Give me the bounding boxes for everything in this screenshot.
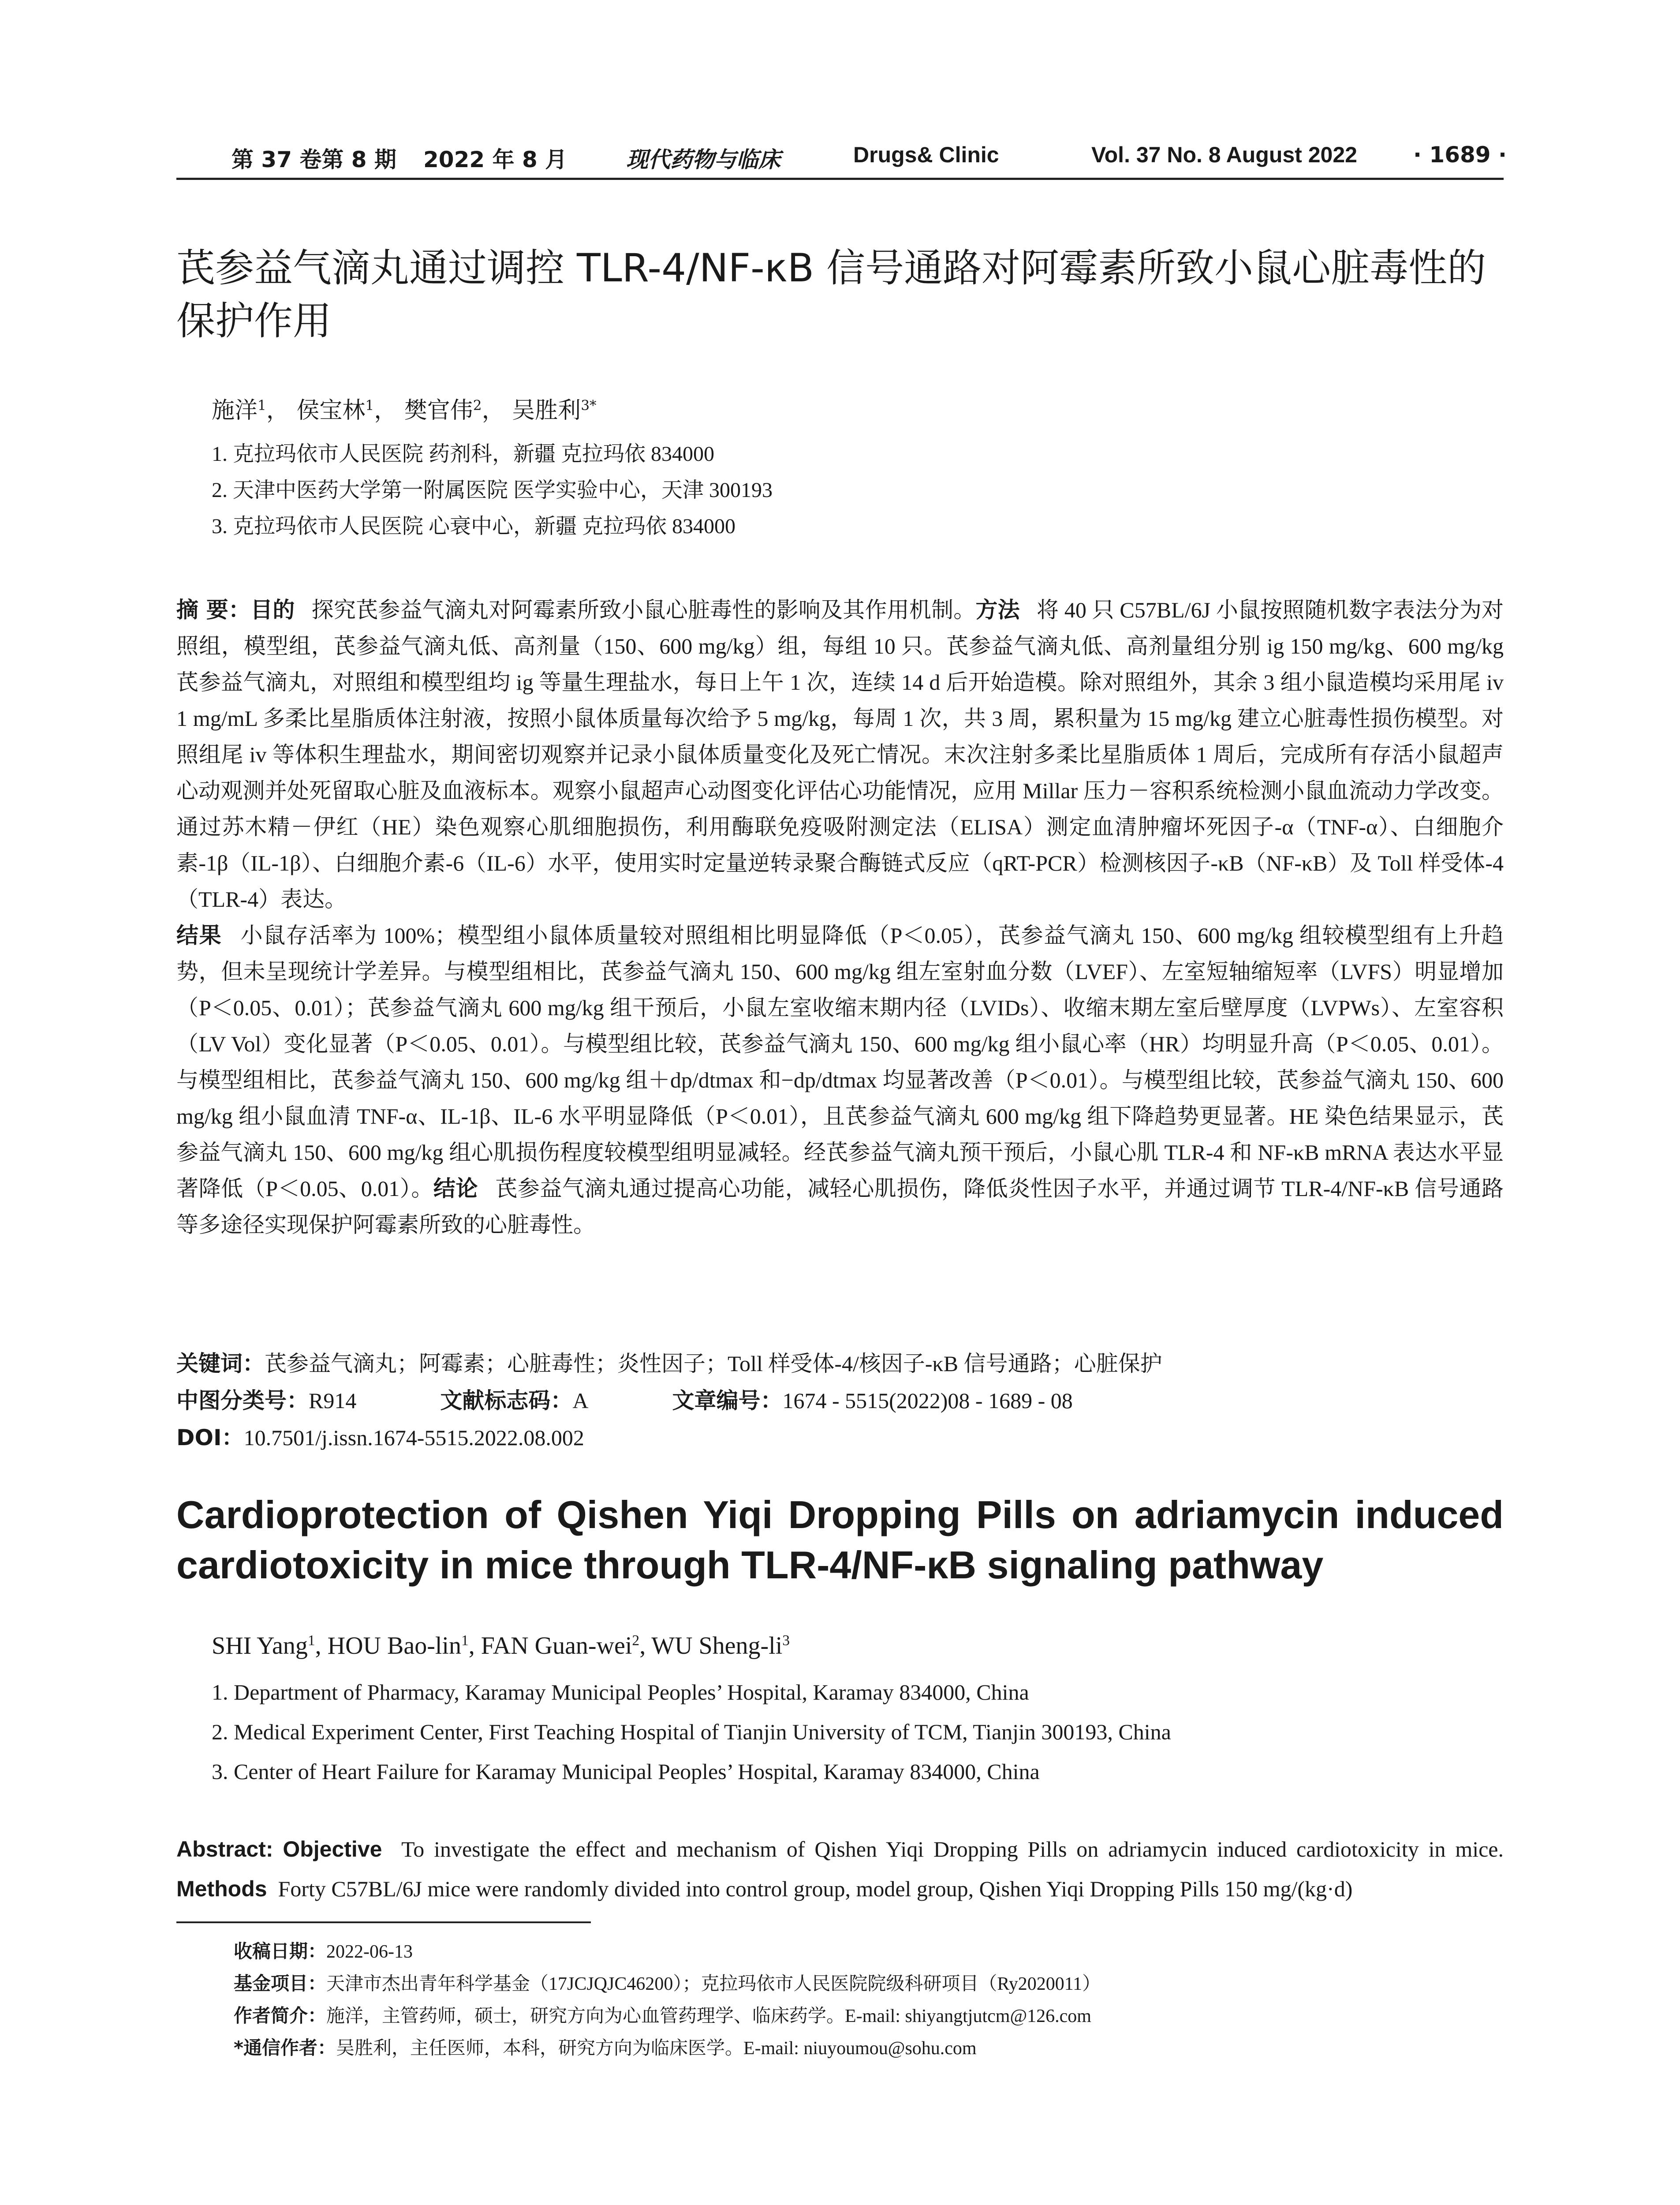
keywords-label: 关键词：: [176, 1351, 265, 1376]
footnote-author-bio: 作者简介：施洋，主管药师，硕士，研究方向为心血管药理学、临床药学。E-mail: shiyangtjutcm@126.com: [234, 2005, 1091, 2026]
footnote-corresponding: *通信作者：吴胜利，主任医师，本科，研究方向为临床医学。E-mail: niuyoumou@sohu.com: [234, 2037, 977, 2059]
abstract-label-en: Abstract:: [176, 1837, 273, 1861]
affiliation-en-1: 1. Department of Pharmacy, Karamay Municipal Peoples’ Hospital, Karamay 834000, China: [212, 1680, 1029, 1704]
author-cn: 侯宝林: [296, 397, 366, 424]
keywords-cn: [176, 1346, 1162, 1378]
header-journal-cn: 现代药物与临床: [626, 146, 780, 172]
abstract-en: [176, 1829, 1504, 1909]
author-list-en: SHI Yang$^1$, HOU Bao-lin$^1$, FAN Guan-wei$^2$, WU Sheng-$li^3$: [212, 1632, 790, 1659]
author-en: HOU Bao-lin: [327, 1632, 461, 1659]
doc-code-label: 文献标志码：: [440, 1388, 573, 1413]
objective-text-en: To investigate the effect and mechanism of Qishen Yiqi Dropping Pills on adriamycin induced cardiotoxicity in mice.: [401, 1837, 1504, 1861]
author-en: FAN Guan-wei: [481, 1632, 632, 1659]
article-no-label: 文章编号：: [672, 1388, 783, 1413]
abstract-cn: [176, 592, 1504, 1243]
author-list-cn: 施洋$^1$， 侯宝林$^1$， 樊官伟$^2$， 吴胜利$^{3*}$: [212, 397, 597, 424]
keywords-text: 芪参益气滴丸；阿霉素；心脏毒性；炎性因子；Toll 样受体-4/核因子-κB 信号通路；心脏保护: [265, 1351, 1162, 1376]
results-text-cn: 小鼠存活率为 100%；模型组小鼠体质量较对照组相比明显降低（P＜0.05），芪参益气滴丸 150、600 mg/kg 组较模型组有上升趋势，但未呈现统计学差异。与模型组相比，芪参益气滴丸 150、600 mg/kg 组左室射血分数（LVEF）、左室短轴缩短率（LVFS）明显增加（P＜0.05、0.01）；芪参益气滴丸 600 mg/kg 组干预后，小鼠左室收缩末期内径（LVIDs）、收缩末期左室后壁厚度（LVPWs）、左室容积（LV Vol）变化显著（P＜0.05、0.01）。与模型组比较，芪参益气滴丸 150、600 mg/kg 组小鼠心率（HR）均明显升高（P＜0.05、0.01）。与模型组相比，芪参益气滴丸 150、600 mg/kg 组＋dp/dtmax 和−dp/dtmax 均显著改善（P＜0.01）。与模型组比较，芪参益气滴丸 150、600 mg/kg 组小鼠血清 TNF-α、IL-1β、IL-6 水平明显降低（P＜0.01），且芪参益气滴丸 600 mg/kg 组下降趋势更显著。HE 染色结果显示，芪参益气滴丸 150、600 mg/kg 组心肌损伤程度较模型组明显减轻。经芪参益气滴丸预干预后，小鼠心肌 TLR-4 和 NF-κB mRNA 表达水平显著降低（P＜0.05、0.01）。: [176, 923, 1504, 1201]
objective-text-cn: 探究芪参益气滴丸对阿霉素所致小鼠心脏毒性的影响及其作用机制。: [311, 598, 976, 622]
article-title-en: Cardioprotection of Qishen Yiqi Dropping Pills on adriamycin induced cardiotoxicity in mice through TLR-4/NF-κB signaling pathway: [176, 1493, 1504, 1587]
doi-label: DOI：: [176, 1425, 244, 1450]
methods-label-cn: 方法: [975, 597, 1020, 623]
running-header: [176, 142, 1507, 177]
header-page-number: · 1689 ·: [1413, 142, 1507, 168]
author-cn: 樊官伟: [404, 397, 473, 424]
affiliation-en-2: 2. Medical Experiment Center, First Teaching Hospital of Tianjin University of TCM, Tianjin 300193, China: [212, 1719, 1171, 1744]
header-date-cn: 2022 年 8 月: [423, 147, 567, 172]
footnote-rule: [176, 1921, 591, 1923]
affiliation-cn-3: 3. 克拉玛依市人民医院 心衰中心，新疆 克拉玛依 834000: [212, 515, 736, 538]
methods-label-en: Methods: [176, 1876, 267, 1901]
results-label-cn: 结果: [176, 923, 222, 948]
objective-label-en: Objective: [283, 1837, 382, 1861]
doi-link[interactable]: 10.7501/j.issn.1674-5515.2022.08.002: [243, 1425, 584, 1450]
abstract-label-cn: 摘 要：: [176, 597, 251, 623]
article-title-cn: 芪参益气滴丸通过调控 TLR-4/NF-κB 信号通路对阿霉素所致小鼠心脏毒性的保护作用: [176, 245, 1486, 344]
article-no-value: 1674 - 5515(2022)08 - 1689 - 08: [782, 1388, 1073, 1413]
author-en: WU Sheng-li: [651, 1632, 783, 1659]
methods-text-en: Forty C57BL/6J mice were randomly divided into control group, model group, Qishen Yiqi Dropping Pills 150 mg/(kg·d): [278, 1876, 1353, 1901]
classification-line: [176, 1383, 1073, 1415]
affiliation-en-3: 3. Center of Heart Failure for Karamay Municipal Peoples’ Hospital, Karamay 834000, China: [212, 1759, 1040, 1784]
author-en: SHI Yang: [212, 1632, 308, 1659]
header-volume-cn: 第 37 卷第 8 期: [231, 147, 396, 172]
conclusion-text-cn: 芪参益气滴丸通过提高心功能，减轻心肌损伤，降低炎性因子水平，并通过调节 TLR-4/NF-κB 信号通路等多途径实现保护阿霉素所致的心脏毒性。: [176, 1176, 1504, 1237]
header-journal-en: Drugs& Clinic: [853, 142, 999, 167]
methods-text-cn: 将 40 只 C57BL/6J 小鼠按照随机数字表法分为对照组，模型组，芪参益气滴丸低、高剂量（150、600 mg/kg）组，每组 10 只。芪参益气滴丸低、高剂量组分别 ig 150 mg/kg、600 mg/kg 芪参益气滴丸，对照组和模型组均 ig 等量生理盐水，每日上午 1 次，连续 14 d 后开始造模。除对照组外，其余 3 组小鼠造模均采用尾 iv 1 mg/mL 多柔比星脂质体注射液，按照小鼠体质量每次给予 5 mg/kg，每周 1 次，共 3 周，累积量为 15 mg/kg 建立心脏毒性损伤模型。对照组尾 iv 等体积生理盐水，期间密切观察并记录小鼠体质量变化及死亡情况。末次注射多柔比星脂质体 1 周后，完成所有存活小鼠超声心动观测并处死留取心脏及血液标本。观察小鼠超声心动图变化评估心功能情况，应用 Millar 压力－容积系统检测小鼠血流动力学改变。通过苏木精－伊红（HE）染色观察心肌细胞损伤，利用酶联免疫吸附测定法（ELISA）测定血清肿瘤坏死因子-α（TNF-α）、白细胞介素-1β（IL-1β）、白细胞介素-6（IL-6）水平，使用实时定量逆转录聚合酶链式反应（qRT-PCR）检测核因子-κB（NF-κB）及 Toll 样受体-4（TLR-4）表达。: [176, 598, 1504, 912]
author-cn: 吴胜利: [512, 397, 581, 424]
affiliation-cn-1: 1. 克拉玛依市人民医院 药剂科，新疆 克拉玛依 834000: [212, 442, 715, 466]
author-cn: 施洋: [212, 397, 258, 424]
clc-value: R914: [309, 1388, 357, 1413]
affiliation-cn-2: 2. 天津中医药大学第一附属医院 医学实验中心，天津 300193: [212, 478, 773, 502]
objective-label-cn: 目的: [250, 597, 295, 623]
conclusion-label-cn: 结论: [433, 1176, 478, 1201]
footnote-funding: 基金项目：天津市杰出青年科学基金（17JCJQJC46200）；克拉玛依市人民医院院级科研项目（Ry2020011）: [234, 1973, 1101, 1994]
doi-line: [176, 1420, 584, 1452]
header-volume-en: Vol. 37 No. 8 August 2022: [1091, 142, 1357, 167]
footnote-received: 收稿日期：2022-06-13: [234, 1940, 413, 1962]
clc-label: 中图分类号：: [176, 1388, 309, 1413]
header-rule: [176, 178, 1504, 180]
doc-code-value: A: [572, 1388, 589, 1413]
